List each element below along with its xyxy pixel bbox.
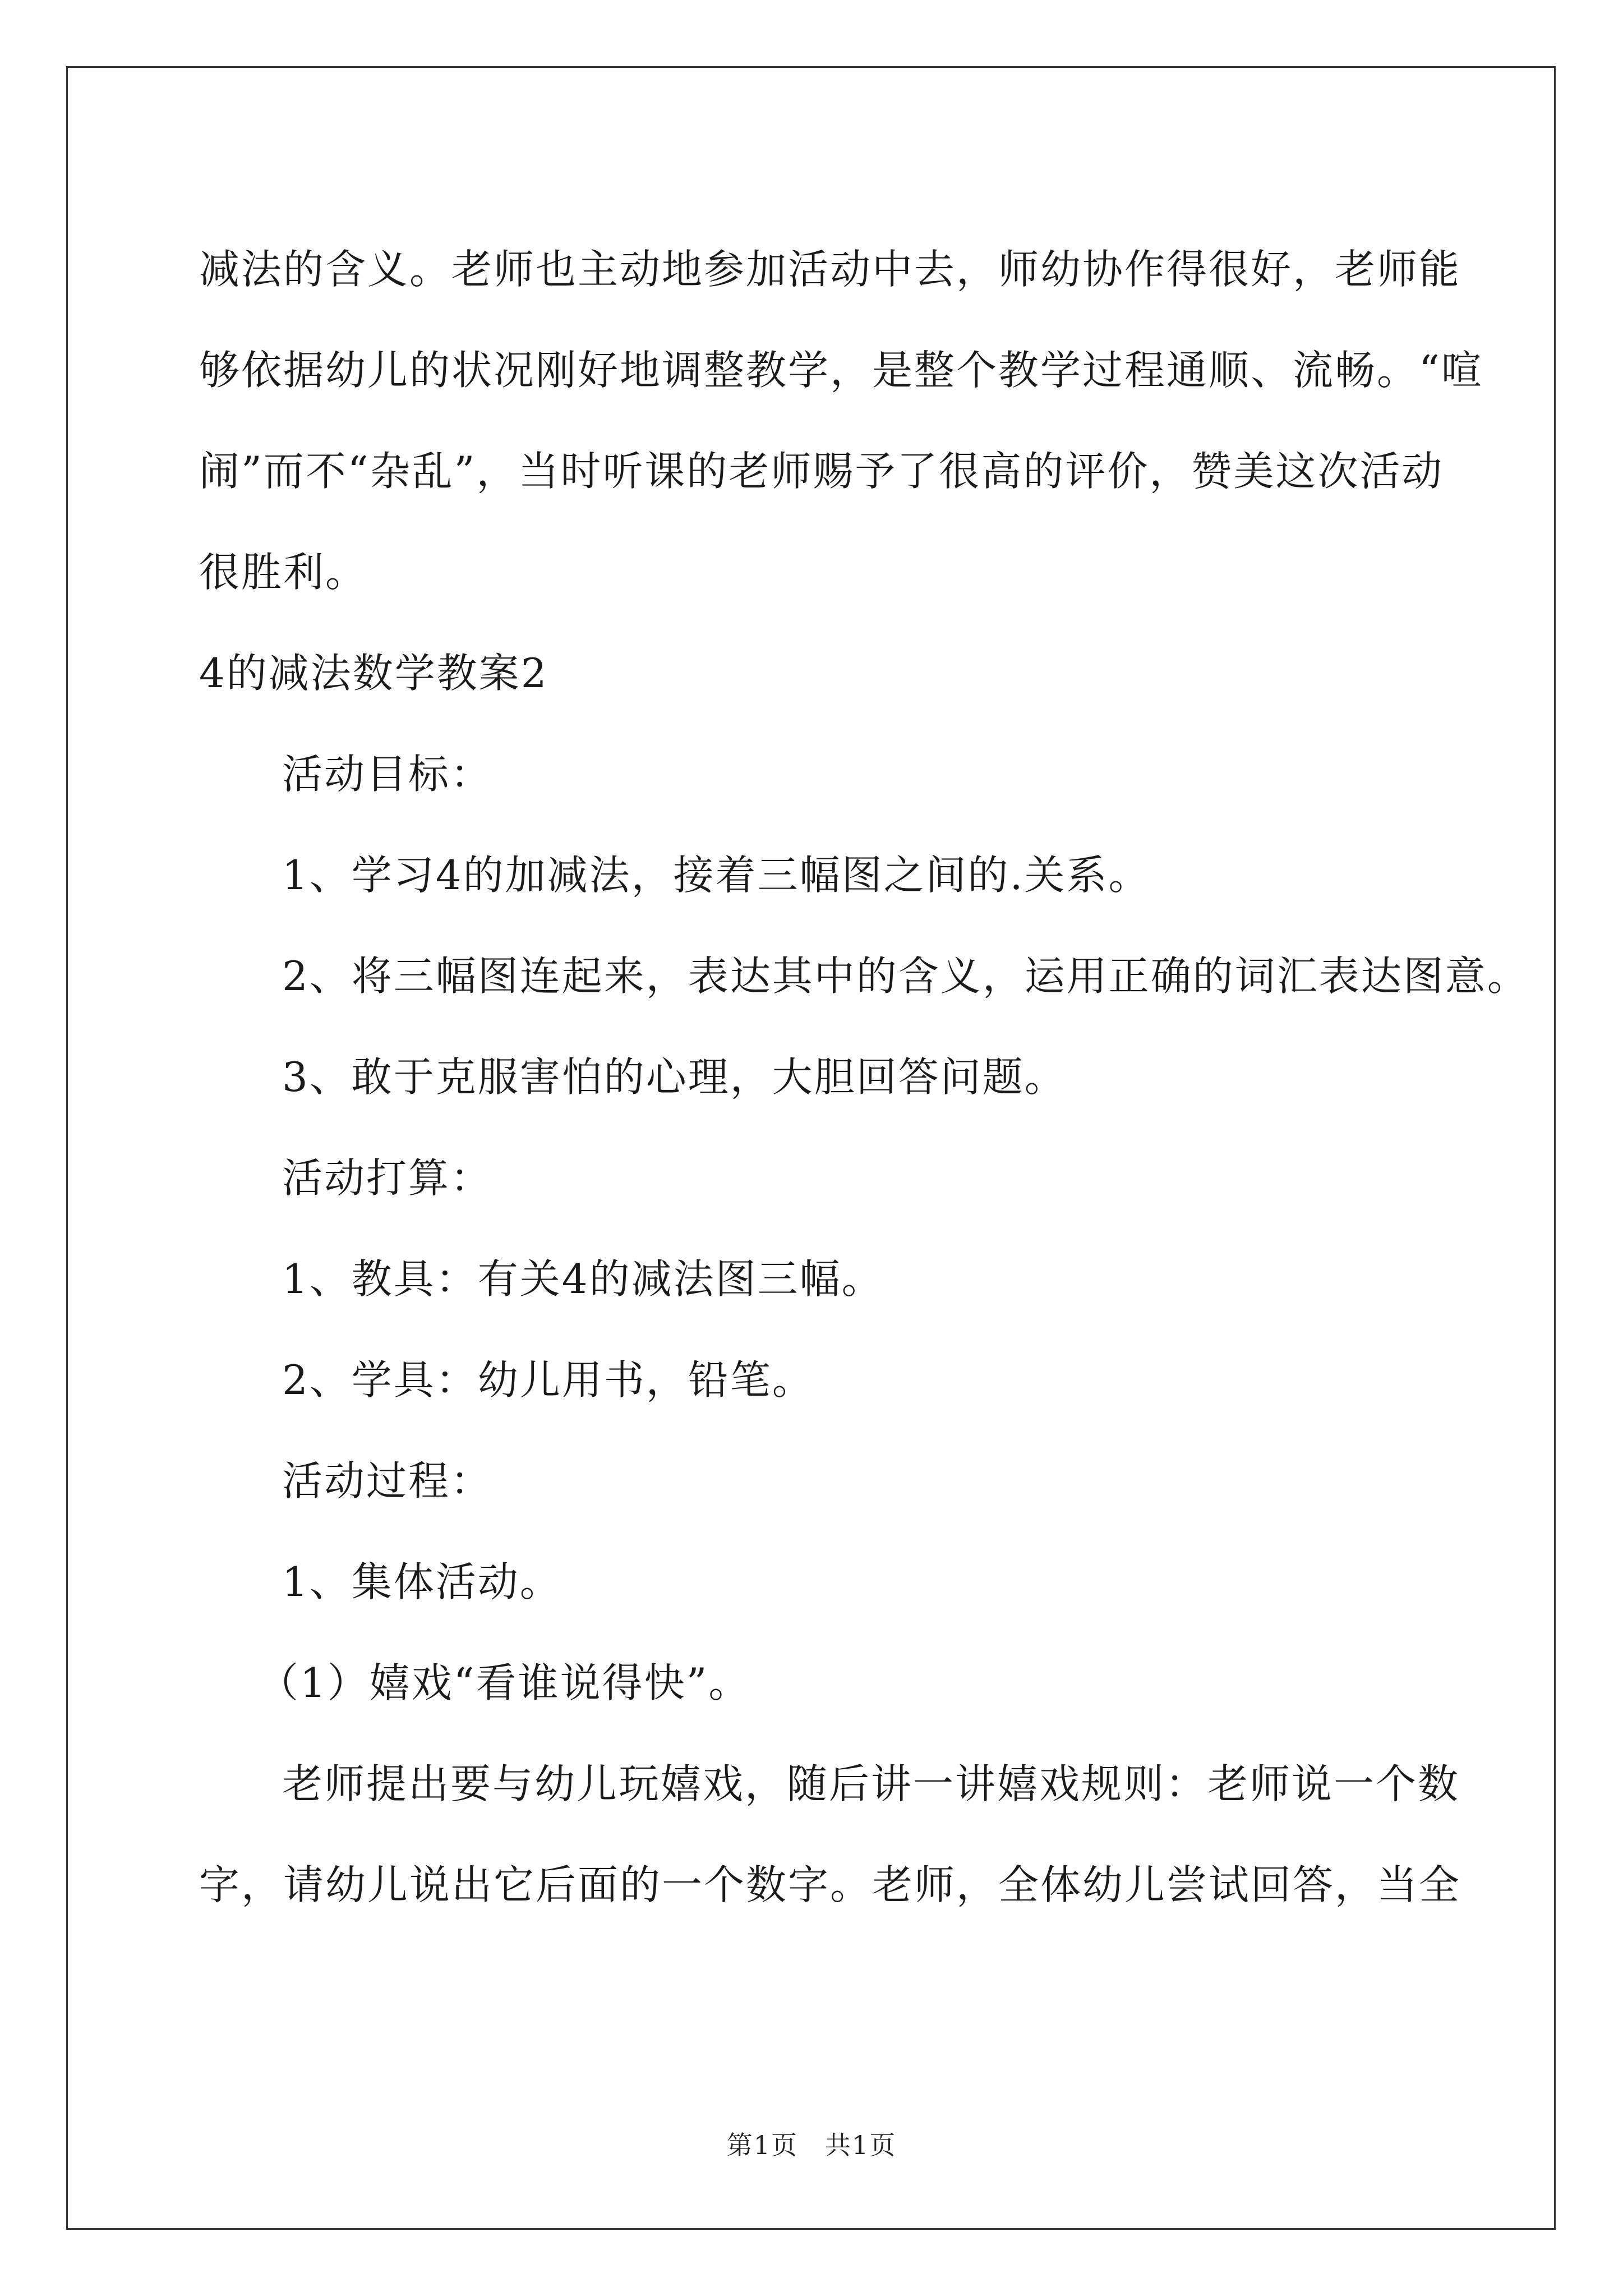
sub-list-item: （1）嬉戏“看谁说得快”。 — [258, 1659, 751, 1706]
list-item: 2、将三幅图连起来，表达其中的含义，运用正确的词汇表达图意。 — [282, 953, 1529, 1000]
paragraph-line: 字，请幼儿说出它后面的一个数字。老师，全体幼儿尝试回答，当全 — [199, 1861, 1461, 1908]
list-item: 活动过程： — [282, 1457, 493, 1504]
paragraph-line: 很胜利。 — [199, 549, 368, 596]
list-item: 3、敢于克服害怕的心理，大胆回答问题。 — [282, 1053, 1067, 1101]
list-item: 1、教具：有关4的减法图三幅。 — [282, 1255, 884, 1303]
list-item: 2、学具：幼儿用书，铅笔。 — [282, 1356, 814, 1404]
page-footer: 第1页 共1页 — [726, 2130, 897, 2160]
list-item: 活动打算： — [282, 1154, 493, 1202]
list-item: 1、集体活动。 — [282, 1558, 562, 1605]
paragraph-line: 够依据幼儿的状况刚好地调整教学，是整个教学过程通顺、流畅。“喧 — [199, 347, 1483, 394]
document-body — [199, 219, 1529, 1935]
list-item: 活动目标： — [282, 751, 493, 798]
paragraph-line: 闹”而不“杂乱”，当时听课的老师赐予了很高的评价，赞美这次活动 — [199, 448, 1444, 495]
list-item: 1、学习4的加减法，接着三幅图之间的.关系。 — [282, 852, 1151, 899]
section-heading: 4的减法数学教案2 — [199, 650, 548, 697]
paragraph-line: 老师提出要与幼儿玩嬉戏，随后讲一讲嬉戏规则：老师说一个数 — [282, 1760, 1460, 1807]
paragraph-line: 减法的含义。老师也主动地参加活动中去，师幼协作得很好，老师能 — [199, 246, 1461, 293]
